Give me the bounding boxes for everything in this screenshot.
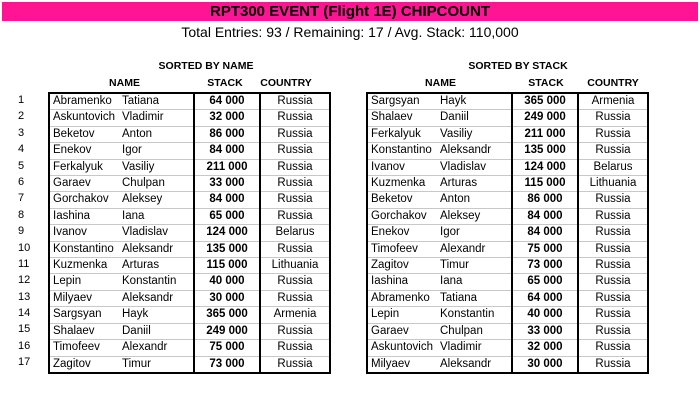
player-stack: 73 000 [194, 356, 260, 373]
player-country: Russia [578, 356, 648, 373]
player-country: Russia [578, 126, 648, 142]
left-header-stack: STACK [207, 77, 243, 89]
player-first-name: Vladislav [437, 159, 512, 175]
player-country: Russia [578, 208, 648, 224]
row-number: 16 [18, 339, 31, 352]
player-first-name: Daniil [119, 323, 194, 339]
event-title: RPT300 EVENT (Flight 1E) CHIPCOUNT [209, 3, 491, 20]
player-stack: 124 000 [194, 225, 260, 241]
right-header-country: COUNTRY [587, 77, 639, 89]
left-section-title: SORTED BY NAME [158, 60, 254, 72]
player-stack: 40 000 [194, 274, 260, 290]
player-country: Russia [260, 340, 330, 356]
table-row [49, 159, 330, 175]
player-country: Russia [260, 208, 330, 224]
player-last-name: Zagitov [367, 258, 437, 274]
table-row [367, 241, 648, 257]
player-country: Russia [260, 176, 330, 192]
player-last-name: Sargsyan [371, 95, 420, 107]
player-first-name: Aleksandr [437, 356, 512, 373]
table-row [367, 110, 648, 126]
player-stack: 64 000 [194, 93, 260, 110]
table-row [367, 225, 648, 241]
table-row [49, 258, 330, 274]
player-country: Russia [260, 356, 330, 373]
player-stack: 84 000 [512, 208, 578, 224]
table-row [49, 241, 330, 257]
sorted-by-stack-table [366, 92, 649, 374]
player-stack: 365 000 [512, 93, 578, 110]
player-country: Russia [260, 126, 330, 142]
player-country: Russia [578, 323, 648, 339]
player-country: Russia [578, 110, 648, 126]
row-number: 8 [18, 208, 25, 221]
row-number: 5 [18, 159, 25, 172]
player-stack: 64 000 [512, 290, 578, 306]
player-first-name: Chulpan [437, 323, 512, 339]
summary-line: Total Entries: 93 / Remaining: 17 / Avg. Stack: 110,000 [181, 24, 519, 40]
player-country: Russia [260, 159, 330, 175]
sorted-by-name-table [48, 92, 331, 374]
player-stack: 65 000 [194, 208, 260, 224]
player-first-name: Vladislav [119, 225, 194, 241]
table-row [367, 176, 648, 192]
player-last-name: Sargsyan [49, 307, 119, 323]
row-number: 9 [18, 225, 25, 238]
table-row [367, 159, 648, 175]
player-stack: 40 000 [512, 307, 578, 323]
table-row [49, 143, 330, 159]
player-first-name: Iana [119, 208, 194, 224]
table-row [367, 356, 648, 373]
player-country: Lithuania [578, 176, 648, 192]
table-row [49, 110, 330, 126]
player-last-name: Beketov [49, 126, 119, 142]
player-country: Russia [260, 274, 330, 290]
player-first-name: Vladimir [119, 110, 194, 126]
row-number: 2 [18, 110, 25, 123]
player-stack: 211 000 [194, 159, 260, 175]
player-stack: 84 000 [512, 225, 578, 241]
player-last-name: Shalaev [367, 110, 437, 126]
player-last-name: Ivanov [49, 225, 119, 241]
player-stack: 249 000 [194, 323, 260, 339]
player-first-name: Vasiliy [437, 126, 512, 142]
player-last-name: Gorchakov [367, 208, 437, 224]
row-number: 14 [18, 307, 31, 320]
player-first-name: Hayk [119, 307, 194, 323]
player-last-name: Milyaev [49, 290, 119, 306]
player-first-name: Alexandr [119, 340, 194, 356]
player-first-name: Aleksey [437, 208, 512, 224]
player-stack: 30 000 [194, 290, 260, 306]
table-row [49, 208, 330, 224]
player-country: Russia [260, 323, 330, 339]
player-country: Russia [578, 290, 648, 306]
player-last-name: Lepin [49, 274, 119, 290]
table-row [367, 143, 648, 159]
table-row [367, 192, 648, 208]
player-stack: 115 000 [512, 176, 578, 192]
player-stack: 33 000 [512, 323, 578, 339]
player-country: Belarus [260, 225, 330, 241]
player-first-name: Aleksandr [119, 290, 194, 306]
player-last-name: Beketov [367, 192, 437, 208]
player-last-name: Konstantino [367, 143, 437, 159]
player-first-name: Anton [119, 126, 194, 142]
player-country: Russia [578, 274, 648, 290]
player-stack: 135 000 [512, 143, 578, 159]
player-stack: 65 000 [512, 274, 578, 290]
player-first-name: Konstantin [437, 307, 512, 323]
player-first-name: Timur [437, 258, 512, 274]
right-header-name: NAME [425, 77, 456, 89]
table-row [49, 176, 330, 192]
player-stack: 86 000 [194, 126, 260, 142]
player-country: Russia [578, 307, 648, 323]
player-first-name: Tatiana [437, 290, 512, 306]
player-stack: 32 000 [512, 340, 578, 356]
table-row [367, 340, 648, 356]
player-country: Russia [277, 95, 313, 107]
player-first-name: Vladimir [437, 340, 512, 356]
player-stack: 124 000 [512, 159, 578, 175]
table-row [367, 93, 648, 110]
player-first-name: Chulpan [119, 176, 194, 192]
player-country: Russia [578, 192, 648, 208]
player-country: Lithuania [260, 258, 330, 274]
player-first-name: Iana [437, 274, 512, 290]
table-row [49, 93, 330, 110]
player-last-name: Gorchakov [49, 192, 119, 208]
player-first-name: Alexandr [437, 241, 512, 257]
player-first-name: Timur [119, 356, 194, 373]
table-row [367, 274, 648, 290]
player-stack: 30 000 [512, 356, 578, 373]
player-last-name: Garaev [367, 323, 437, 339]
table-row [367, 290, 648, 306]
player-first-name: Aleksey [119, 192, 194, 208]
table-row [49, 356, 330, 373]
player-country: Russia [578, 258, 648, 274]
table-row [49, 340, 330, 356]
row-number-column [18, 92, 34, 371]
player-country: Russia [260, 290, 330, 306]
player-stack: 32 000 [194, 110, 260, 126]
player-first-name: Daniil [437, 110, 512, 126]
player-stack: 75 000 [512, 241, 578, 257]
left-header-name: NAME [109, 77, 140, 89]
event-title-banner [2, 2, 698, 21]
player-first-name: Aleksandr [437, 143, 512, 159]
player-first-name: Tatiana [122, 95, 160, 107]
player-last-name: Shalaev [49, 323, 119, 339]
player-first-name: Arturas [119, 258, 194, 274]
player-last-name: Ivanov [367, 159, 437, 175]
row-number: 7 [18, 192, 25, 205]
table-row [49, 290, 330, 306]
player-last-name: Iashina [49, 208, 119, 224]
player-last-name: Ferkalyuk [367, 126, 437, 142]
player-last-name: Kuzmenka [49, 258, 119, 274]
player-last-name: Iashina [367, 274, 437, 290]
player-country: Russia [260, 241, 330, 257]
table-row [49, 225, 330, 241]
player-last-name: Enekov [367, 225, 437, 241]
player-country: Belarus [578, 159, 648, 175]
player-last-name: Ferkalyuk [49, 159, 119, 175]
player-country: Russia [260, 192, 330, 208]
player-country: Russia [578, 143, 648, 159]
row-number: 3 [18, 126, 25, 139]
player-last-name: Askuntovich [367, 340, 437, 356]
table-row [367, 258, 648, 274]
row-number: 1 [18, 94, 25, 106]
player-last-name: Askuntovich [49, 110, 119, 126]
player-first-name: Igor [437, 225, 512, 241]
table-row [367, 323, 648, 339]
table-row [49, 307, 330, 323]
player-last-name: Milyaev [367, 356, 437, 373]
player-last-name: Timofeev [367, 241, 437, 257]
table-row [367, 126, 648, 142]
table-row [49, 192, 330, 208]
player-last-name: Timofeev [49, 340, 119, 356]
player-country: Russia [260, 110, 330, 126]
player-stack: 33 000 [194, 176, 260, 192]
player-stack: 84 000 [194, 143, 260, 159]
player-country: Russia [260, 143, 330, 159]
player-stack: 365 000 [194, 307, 260, 323]
left-header-country: COUNTRY [260, 77, 312, 89]
row-number: 6 [18, 175, 25, 188]
player-country: Russia [578, 241, 648, 257]
row-number: 15 [18, 323, 31, 336]
player-last-name: Zagitov [49, 356, 119, 373]
player-last-name: Kuzmenka [367, 176, 437, 192]
player-stack: 211 000 [512, 126, 578, 142]
player-last-name: Garaev [49, 176, 119, 192]
player-last-name: Abramenko [367, 290, 437, 306]
row-number: 13 [18, 290, 31, 303]
player-country: Armenia [591, 95, 635, 107]
player-first-name: Anton [437, 192, 512, 208]
row-number: 4 [18, 143, 25, 156]
table-row [49, 323, 330, 339]
player-first-name: Vasiliy [119, 159, 194, 175]
player-stack: 75 000 [194, 340, 260, 356]
player-first-name: Aleksandr [119, 241, 194, 257]
player-country: Russia [578, 225, 648, 241]
row-number: 12 [18, 274, 31, 287]
player-stack: 115 000 [194, 258, 260, 274]
player-stack: 73 000 [512, 258, 578, 274]
player-first-name: Arturas [437, 176, 512, 192]
player-first-name: Konstantin [119, 274, 194, 290]
table-row [367, 208, 648, 224]
player-last-name: Abramenko [53, 95, 112, 107]
player-stack: 249 000 [512, 110, 578, 126]
player-stack: 84 000 [194, 192, 260, 208]
player-stack: 135 000 [194, 241, 260, 257]
right-header-stack: STACK [528, 77, 564, 89]
player-first-name: Igor [119, 143, 194, 159]
table-row [367, 307, 648, 323]
player-last-name: Konstantino [49, 241, 119, 257]
player-country: Armenia [260, 307, 330, 323]
player-country: Russia [578, 340, 648, 356]
player-stack: 86 000 [512, 192, 578, 208]
row-number: 10 [18, 241, 31, 254]
table-row [49, 126, 330, 142]
player-first-name: Hayk [440, 95, 467, 107]
player-last-name: Lepin [367, 307, 437, 323]
row-number: 11 [18, 257, 30, 270]
row-number: 17 [18, 356, 31, 369]
player-last-name: Enekov [49, 143, 119, 159]
table-row [49, 274, 330, 290]
right-section-title: SORTED BY STACK [468, 60, 568, 72]
